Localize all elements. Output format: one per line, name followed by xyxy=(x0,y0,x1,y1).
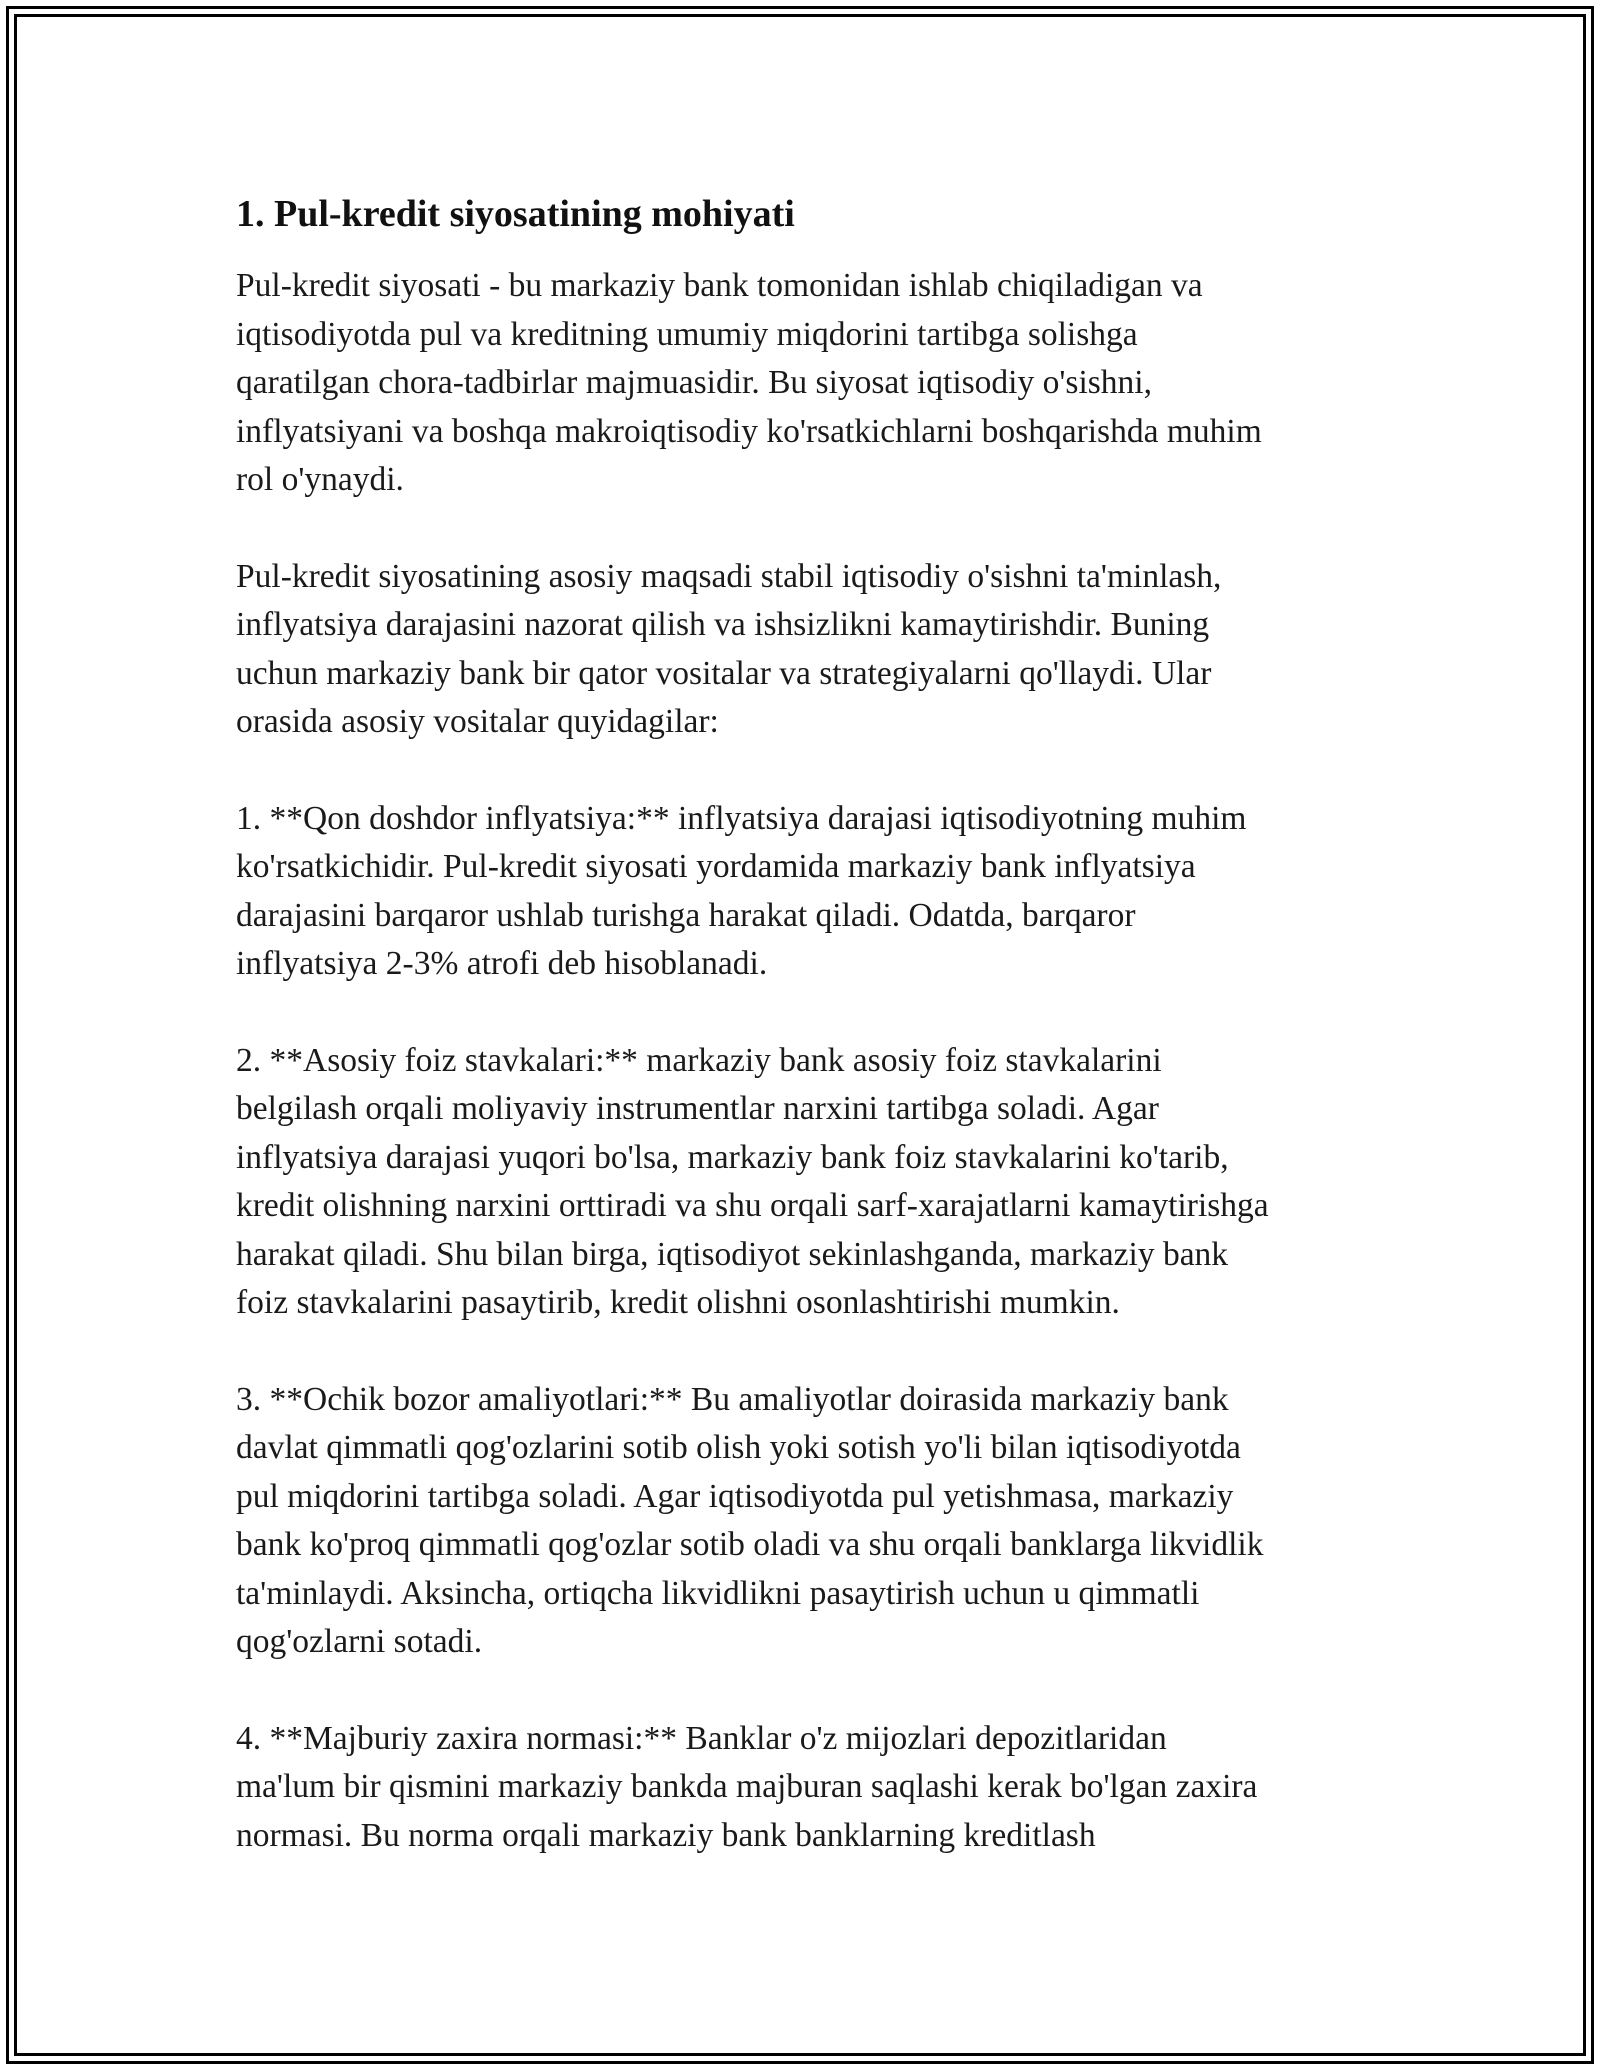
paragraph-line: davlat qimmatli qog'ozlarini sotib olish yoki sotish yo'li bilan iqtisodiyotda xyxy=(236,1429,1241,1466)
paragraph-line: inflyatsiya darajasi yuqori bo'lsa, markaziy bank foiz stavkalarini ko'tarib, xyxy=(236,1138,1229,1176)
paragraph-line: foiz stavkalarini pasaytirib, kredit olishni osonlashtirishi mumkin. xyxy=(236,1284,1120,1321)
paragraph xyxy=(236,1376,1366,1667)
paragraph-line: ta'minlaydi. Aksincha, ortiqcha likvidlikni pasaytirish uchun u qimmatli xyxy=(236,1574,1200,1612)
paragraph-line: rol o'ynaydi. xyxy=(236,461,404,498)
paragraph-line: ko'rsatkichidir. Pul-kredit siyosati yordamida markaziy bank inflyatsiya xyxy=(236,848,1196,885)
paragraph-line: normasi. Bu norma orqali markaziy bank banklarning kreditlash xyxy=(236,1816,1096,1854)
paragraph xyxy=(236,795,1366,989)
paragraph-line: harakat qiladi. Shu bilan birga, iqtisodiyot sekinlashganda, markaziy bank xyxy=(236,1235,1229,1273)
paragraph-line: 4. **Majburiy zaxira normasi:** Banklar o'z mijozlari depozitlaridan xyxy=(236,1719,1167,1757)
paragraph xyxy=(236,553,1366,747)
paragraph-line: qaratilgan chora-tadbirlar majmuasidir. Bu siyosat iqtisodiy o'sishni, xyxy=(236,364,1152,401)
section-title: 1. Pul-kredit siyosatining mohiyati xyxy=(236,193,795,235)
paragraph xyxy=(236,1037,1366,1328)
paragraph-line: inflyatsiya darajasini nazorat qilish va ishsizlikni kamaytirishdir. Buning xyxy=(236,606,1210,643)
paragraph-line: uchun markaziy bank bir qator vositalar va strategiyalarni qo'llaydi. Ular xyxy=(236,654,1212,692)
paragraph-line: pul miqdorini tartibga soladi. Agar iqtisodiyotda pul yetishmasa, markaziy xyxy=(236,1477,1234,1515)
paragraph-line: qog'ozlarni sotadi. xyxy=(236,1623,483,1660)
paragraph-line: orasida asosiy vositalar quyidagilar: xyxy=(236,703,719,740)
paragraph-line: 1. **Qon doshdor inflyatsiya:** inflyatsiya darajasi iqtisodiyotning muhim xyxy=(236,799,1247,837)
paragraph-line: ma'lum bir qismini markaziy bankda majburan saqlashi kerak bo'lgan zaxira xyxy=(236,1768,1258,1805)
paragraph-line: kredit olishning narxini orttiradi va shu orqali sarf-xarajatlarni kamaytirishga xyxy=(236,1187,1269,1224)
paragraph-line: bank ko'proq qimmatli qog'ozlar sotib oladi va shu orqali banklarga likvidlik xyxy=(236,1526,1264,1563)
paragraph-line: inflyatsiya 2-3% atrofi deb hisoblanadi. xyxy=(236,945,768,982)
paragraph-line: Pul-kredit siyosatining asosiy maqsadi stabil iqtisodiy o'sishni ta'minlash, xyxy=(236,557,1222,595)
document-body xyxy=(236,188,1366,1860)
paragraph xyxy=(236,262,1366,505)
paragraph-list xyxy=(236,262,1366,1860)
paragraph-line: 3. **Ochik bozor amaliyotlari:** Bu amaliyotlar doirasida markaziy bank xyxy=(236,1380,1229,1418)
paragraph-line: darajasini barqaror ushlab turishga harakat qiladi. Odatda, barqaror xyxy=(236,896,1136,934)
paragraph-line: inflyatsiyani va boshqa makroiqtisodiy ko'rsatkichlarni boshqarishda muhim xyxy=(236,412,1262,450)
paragraph-line: Pul-kredit siyosati - bu markaziy bank tomonidan ishlab chiqiladigan va xyxy=(236,267,1203,304)
paragraph-line: belgilash orqali moliyaviy instrumentlar narxini tartibga soladi. Agar xyxy=(236,1090,1159,1127)
paragraph-line: 2. **Asosiy foiz stavkalari:** markaziy bank asosiy foiz stavkalarini xyxy=(236,1041,1162,1079)
paragraph xyxy=(236,1715,1366,1861)
paragraph-line: iqtisodiyotda pul va kreditning umumiy miqdorini tartibga solishga xyxy=(236,315,1138,353)
